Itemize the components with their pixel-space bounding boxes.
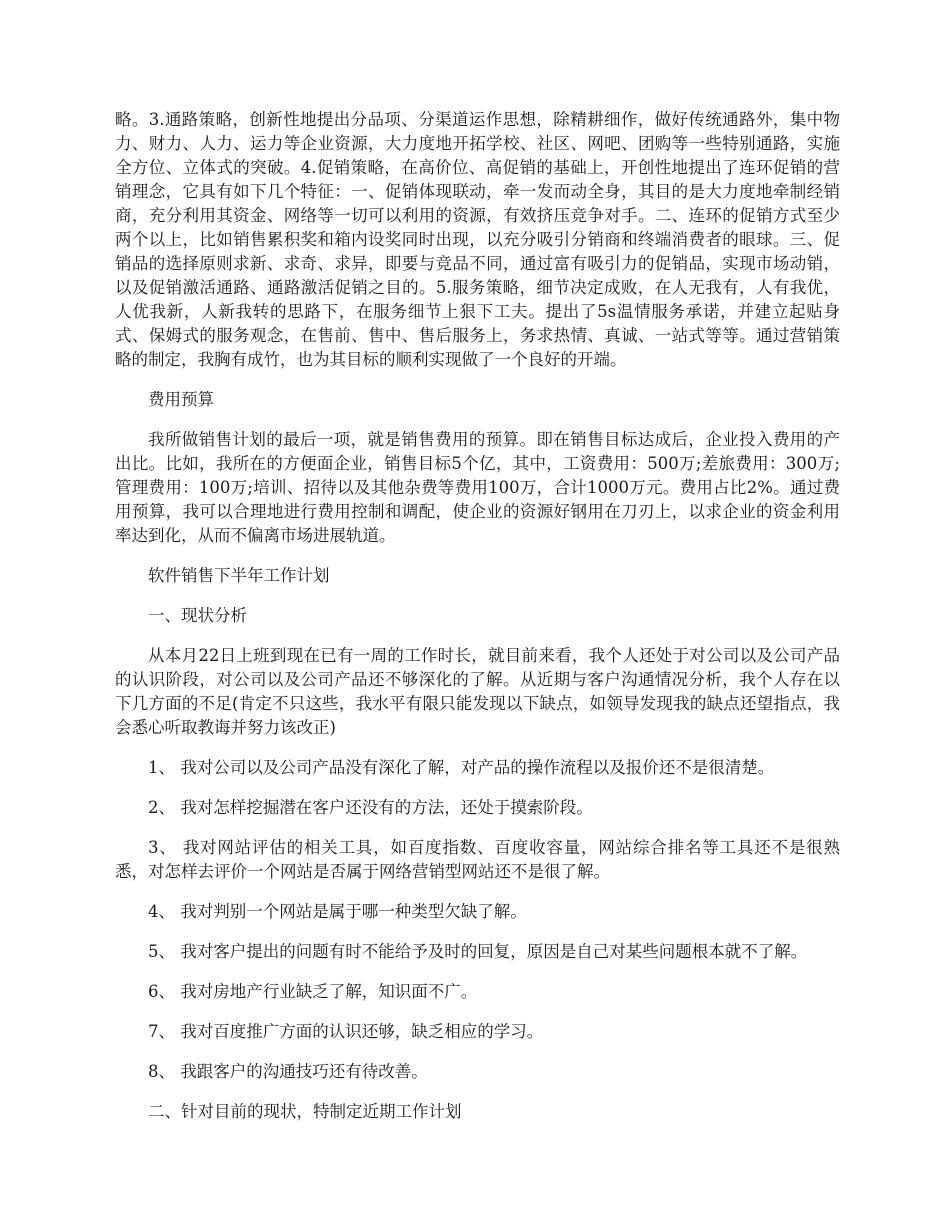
list-item-shortcoming-5: 5、 我对客户提出的问题有时不能给予及时的回复，原因是自己对某些问题根本就不了解。: [148, 942, 808, 961]
section-heading-budget: 费用预算: [148, 390, 214, 409]
paragraph-budget: 我所做销售计划的最后一项，就是销售费用的预算。即在销售目标达成后，企业投入费用的产出比。比如，我所在的方便面企业，销售目标5个亿，其中，工资费用：500万;差旅费用：300万;管理费用：100万;培训、招待以及其他杂费等费用100万，合计1000万元。费用占比2%。通过费用预算，我可以合理地进行费用控制和调配，使企业的资源好钢用在刀刃上，以求企业的资金利用率达到化，从而不偏离市场进展轨道。: [115, 430, 840, 545]
section-heading-status-analysis: 一、现状分析: [148, 606, 247, 625]
section-heading-work-plan: 二、针对目前的现状，特制定近期工作计划: [148, 1102, 462, 1121]
list-item-shortcoming-1: 1、 我对公司以及公司产品没有深化了解，对产品的操作流程以及报价还不是很清楚。: [148, 758, 775, 777]
paragraph-status-analysis: 从本月22日上班到现在已有一周的工作时长，就目前来看，我个人还处于对公司以及公司产品的认识阶段，对公司以及公司产品还不够深化的了解。从近期与客户沟通情况分析，我个人存在以下几方面的不足(肯定不只这些，我水平有限只能发现以下缺点，如领导发现我的缺点还望指点，我会悉心听取教诲并努力该改正): [115, 646, 840, 737]
document-body: [115, 108, 840, 1140]
document-title-software-sales-plan: 软件销售下半年工作计划: [148, 566, 330, 585]
list-item-shortcoming-3: 3、 我对网站评估的相关工具，如百度指数、百度收容量，网站综合排名等工具还不是很熟悉，对怎样去评价一个网站是否属于网络营销型网站还不是很了解。: [115, 838, 840, 881]
list-item-shortcoming-2: 2、 我对怎样挖掘潜在客户还没有的方法，还处于摸索阶段。: [148, 798, 593, 817]
list-item-shortcoming-4: 4、 我对判别一个网站是属于哪一种类型欠缺了解。: [148, 902, 527, 921]
list-item-shortcoming-7: 7、 我对百度推广方面的认识还够，缺乏相应的学习。: [148, 1022, 544, 1041]
list-item-shortcoming-6: 6、 我对房地产行业缺乏了解，知识面不广。: [148, 982, 478, 1001]
paragraph-strategy-continuation: 略。3.通路策略，创新性地提出分品项、分渠道运作思想，除精耕细作，做好传统通路外，集中物力、财力、人力、运力等企业资源，大力度地开拓学校、社区、网吧、团购等一些特别通路，实施全方位、立体式的突破。4.促销策略，在高价位、高促销的基础上，开创性地提出了连环促销的营销理念，它具有如下几个特征：一、促销体现联动，牵一发而动全身，其目的是大力度地牵制经销商，充分利用其资金、网络等一切可以利用的资源，有效挤压竞争对手。二、连环的促销方式至少两个以上，比如销售累积奖和箱内设奖同时出现，以充分吸引分销商和终端消费者的眼球。三、促销品的选择原则求新、求奇、求异，即要与竞品不同，通过富有吸引力的促销品，实现市场动销，以及促销激活通路、通路激活促销之目的。5.服务策略，细节决定成败，在人无我有，人有我优，人优我新，人新我转的思路下，在服务细节上狠下工夫。提出了5s温情服务承诺，并建立起贴身式、保姆式的服务观念，在售前、售中、售后服务上，务求热情、真诚、一站式等等。通过营销策略的制定，我胸有成竹，也为其目标的顺利实现做了一个良好的开端。: [115, 110, 840, 369]
list-item-shortcoming-8: 8、 我跟客户的沟通技巧还有待改善。: [148, 1062, 428, 1081]
